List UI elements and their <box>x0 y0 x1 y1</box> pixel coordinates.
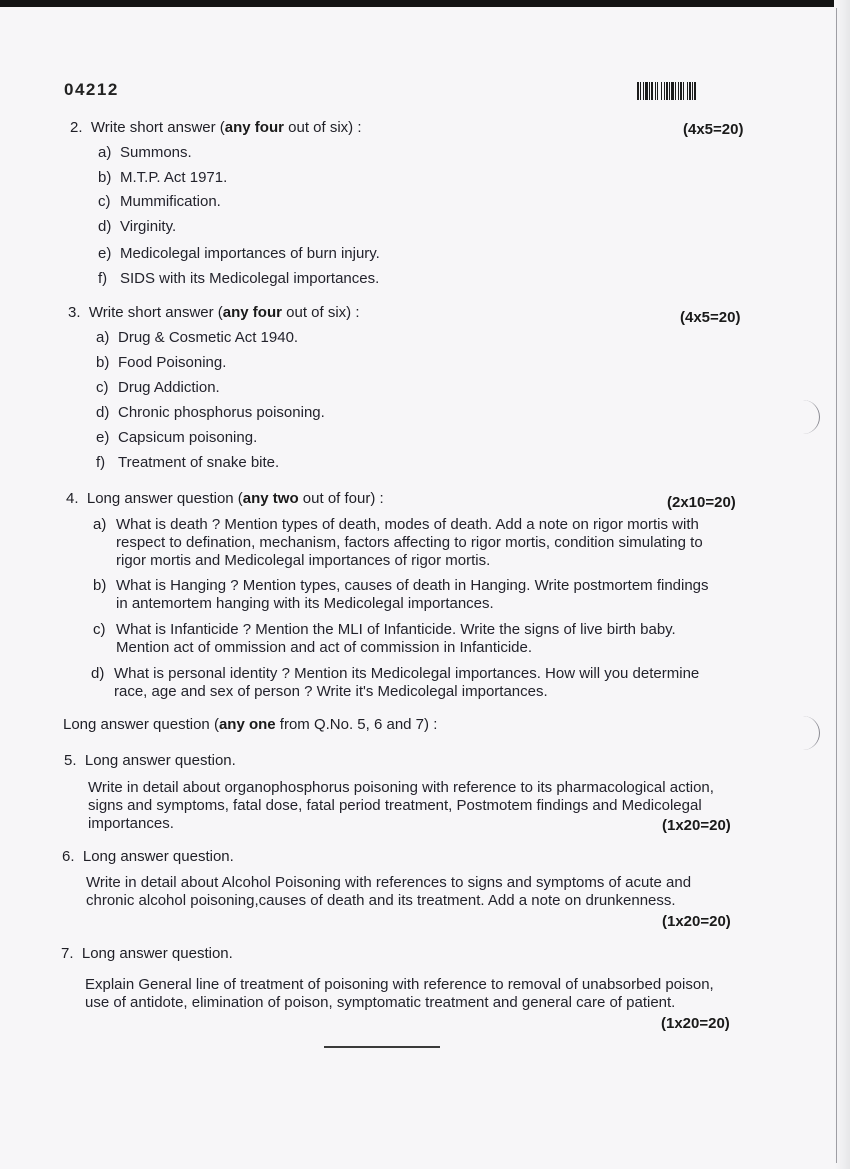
item-text: Mummification. <box>120 193 221 210</box>
question-2-heading <box>70 119 362 136</box>
question-body: Explain General line of treatment of poisoning with reference to removal of unabsorbed poison, use of antidote, elimination of poison, symptomatic treatment and general care of patient. <box>85 976 714 1011</box>
item-letter: a) <box>96 329 110 346</box>
long-sub-question: What is death ? Mention types of death, modes of death. Add a note on rigor mortis with respect to defination, mechanism, factors affecting to rigor mortis, condition simulating to rigor mortis and Medicolegal importances of rigor mortis. <box>116 516 703 569</box>
marks-label: (4x5=20) <box>680 309 741 326</box>
instruction-bold: any two <box>242 490 299 507</box>
question-4-heading <box>66 490 384 507</box>
item-letter: a) <box>98 144 112 161</box>
item-text: Drug Addiction. <box>118 379 220 396</box>
item-letter: e) <box>96 429 110 446</box>
marks-label: (2x10=20) <box>667 494 736 511</box>
instruction-bold: any four <box>224 119 284 136</box>
question-title: Long answer question. <box>82 848 234 865</box>
item-text: Medicolegal importances of burn injury. <box>120 245 380 262</box>
punch-hole-mark <box>799 716 820 750</box>
item-text: Summons. <box>120 144 192 161</box>
barcode-bar <box>696 82 697 100</box>
marks-label: (1x20=20) <box>661 1015 730 1032</box>
instruction-text: Write short answer ( <box>88 304 223 321</box>
marks-label: (1x20=20) <box>662 817 731 834</box>
long-sub-question: What is Hanging ? Mention types, causes of death in Hanging. Write postmortem findings in antemortem hanging with its Medicolegal importances. <box>116 577 709 612</box>
sub-question <box>98 270 379 287</box>
item-letter: d) <box>98 218 112 235</box>
item-text: Capsicum poisoning. <box>118 429 258 446</box>
item-text: Drug & Cosmetic Act 1940. <box>118 329 299 346</box>
item-letter: f) <box>96 454 106 471</box>
item-text: Chronic phosphorus poisoning. <box>118 404 325 421</box>
instruction-text: Write short answer ( <box>90 119 225 136</box>
question-5-heading <box>64 752 236 769</box>
paper-code: 04212 <box>64 80 119 99</box>
question-number: 3. <box>68 304 81 321</box>
sub-question <box>96 404 325 421</box>
item-letter: c) <box>96 379 109 396</box>
page-edge-line <box>836 8 837 1163</box>
sub-question <box>96 429 257 446</box>
instruction-text: Long answer question ( <box>86 490 243 507</box>
long-sub-question: What is personal identity ? Mention its Medicolegal importances. How will you determine race, age and sex of person ? Write it's Medicolegal importances. <box>114 665 700 700</box>
item-letter: d) <box>96 404 110 421</box>
item-letter: c) <box>93 621 106 638</box>
question-title: Long answer question. <box>81 945 233 962</box>
item-letter: b) <box>98 169 112 186</box>
item-letter: d) <box>91 665 105 682</box>
question-3-heading <box>68 304 360 321</box>
question-number: 6. <box>62 848 75 865</box>
sub-question <box>96 329 298 346</box>
item-letter: b) <box>93 577 107 594</box>
sub-question <box>98 144 192 161</box>
item-text: SIDS with its Medicolegal importances. <box>120 270 380 287</box>
instruction-text: out of four) : <box>298 490 384 507</box>
question-number: 2. <box>70 119 83 136</box>
end-rule <box>324 1046 440 1048</box>
instruction-bold: any one <box>218 716 276 733</box>
sub-question <box>98 193 221 210</box>
item-letter: a) <box>93 516 107 533</box>
sub-question <box>96 379 220 396</box>
question-body: Write in detail about organophosphorus poisoning with reference to its pharmacological action, signs and symptoms, fatal dose, fatal period treatment, Postmotem findings and Medicolegal importances. <box>88 779 714 832</box>
scan-top-edge <box>0 0 850 7</box>
question-number: 7. <box>61 945 74 962</box>
instruction-text: Long answer question ( <box>63 716 219 733</box>
sub-question <box>96 354 226 371</box>
sub-question <box>98 245 380 262</box>
instruction-bold: any four <box>222 304 282 321</box>
punch-hole-mark <box>799 400 820 434</box>
item-letter: e) <box>98 245 112 262</box>
sub-question <box>96 454 279 471</box>
marks-label: (4x5=20) <box>683 121 744 138</box>
long-sub-question: What is Infanticide ? Mention the MLI of Infanticide. Write the signs of live birth baby. Mention act of ommission and act of commission in Infanticide. <box>116 621 676 656</box>
item-letter: c) <box>98 193 111 210</box>
sub-question <box>98 218 176 235</box>
item-text: Virginity. <box>120 218 177 235</box>
question-7-heading <box>61 945 233 962</box>
item-text: M.T.P. Act 1971. <box>120 169 228 186</box>
instruction-text: out of six) : <box>283 119 362 136</box>
question-title: Long answer question. <box>84 752 236 769</box>
instruction-text: out of six) : <box>281 304 360 321</box>
barcode <box>637 82 751 100</box>
sub-question <box>98 169 227 186</box>
instruction-text: from Q.No. 5, 6 and 7) : <box>275 716 438 733</box>
item-text: Treatment of snake bite. <box>118 454 280 471</box>
question-number: 5. <box>64 752 77 769</box>
question-6-heading <box>62 848 234 865</box>
item-letter: f) <box>98 270 108 287</box>
marks-label: (1x20=20) <box>662 913 731 930</box>
item-letter: b) <box>96 354 110 371</box>
question-number: 4. <box>66 490 79 507</box>
section-instruction <box>63 716 437 733</box>
item-text: Food Poisoning. <box>118 354 227 371</box>
question-body: Write in detail about Alcohol Poisoning with references to signs and symptoms of acute and chronic alcohol poisoning,causes of death and its treatment. Add a note on drunkenness. <box>86 874 692 909</box>
